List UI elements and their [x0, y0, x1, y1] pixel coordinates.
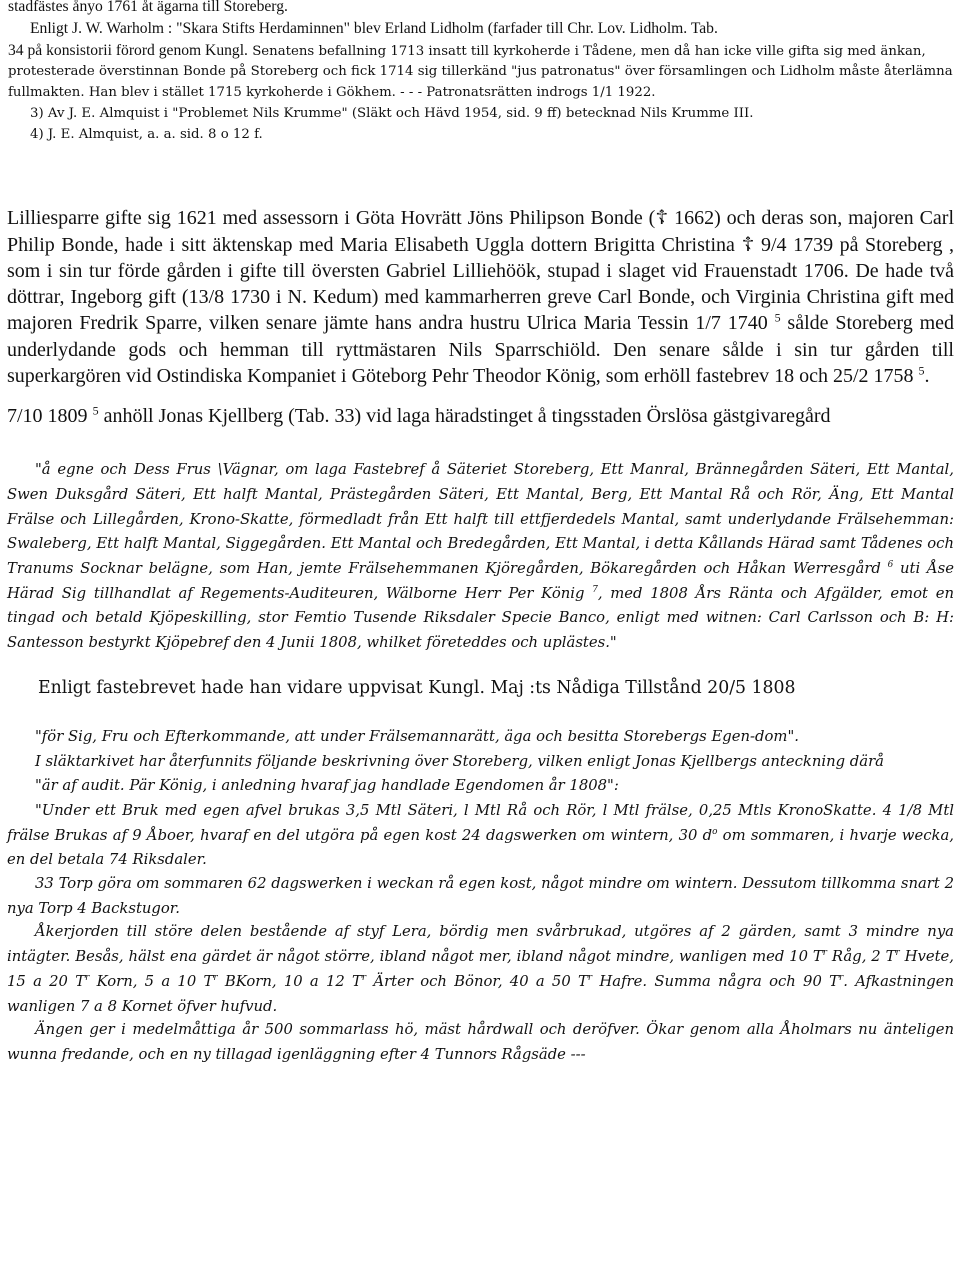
footnote-line: stadfästes ånyo 1761 åt ägarna till Storeberg.	[8, 0, 288, 15]
paragraph-kjellberg: 7/10 1809 $^5$ anhöll Jonas Kjellberg (Tab. 33) vid laga häradstinget å tingsstaden Örslösa gästgivaregård	[7, 403, 831, 427]
quote-line: "Under ett Bruk med egen afvel brukas 3,5 Mtl Säteri, l Mtl Rå och Rör, l Mtl frälse, 0,25 Mtls KronoSkatte. 4 1/8 Mtl frälse Brukas af 9 Åboer, hvaraf en del utgöra på egen kost 24 dagswerken om wintern, 30 $d^o$ om sommaren, i hvarje wecka, en del betala 74 Riksdaler.	[7, 801, 954, 869]
footnote-4: 4) J. E. Almquist, a. a. sid. 8 o 12 f.	[30, 126, 263, 142]
footnote-2: Enligt J. W. Warholm : "Skara Stifts Herdaminnen" blev Erland Lidholm (farfader till Chr. Lov. Lidholm. Tab.	[30, 19, 718, 37]
quote-line: Ängen ger i medelmåttiga år 500 sommarlass hö, mäst hårdwall och deröfver. Ökar genom alla Åholmars nu änteligen wunna fredande, och en ny tillagad igenläggning efter 4 Tunnors Rågsäde ---	[7, 1021, 954, 1063]
cross-icon: ☦	[655, 204, 669, 229]
quote-fastebref: "å egne och Dess Frus \Vägnar, om laga Fastebref å Säteriet Storeberg, Ett Manral, Brännegården Säteri, Ett Mantal, Swen Duksgård Säteri, Ett halft Mantal, Prästegården Säteri, Ett Mantal, Berg, Ett Mantal Rå och Rör, Äng, Ett Mantal Frälse och Lillegården, Krono-Skatte, förmedladt från Ett halft till ettfjerdedels Mantal, samt underlydande Frälsehemman: Swaleberg, Ett halft Mantal, Siggegården. Ett Mantal och Bredegården, Ett Mantal, i detta Kållands Härad samt Tådenes och Tranums Socknar belägne, som Han, jemte Frälsehemmanen Kjöregården, Bökaregården och Håkan Werresgård $^6$ uti Åse Härad Sig tillhandlat af Regements-Auditeuren, Wälborne Herr Per König $^7$, med 1808 Års Ränta och Afgälder, emot en tingad och betald Kjöpeskilling, stor Femtio Tusende Riksdaler Specie Banco, enligt med witnen: Carl Carlsson och B: H: Santesson bestyrkt Kjöpebref den 4 Junii 1808, whilket företeddes och uplästes."	[7, 461, 954, 652]
quote-beskrivning	[0, 725, 960, 1068]
quote-line: 33 Torp göra om sommaren 62 dagswerken i weckan rå egen kost, något mindre om wintern. Dessutom tillkomma snart 2 nya Torp 4 Backstugor.	[7, 875, 954, 917]
footnote-ref: 5	[918, 363, 925, 378]
paragraph-lilliesparre: Lilliesparre gifte sig 1621 med assessorn i Göta Hovrätt Jöns Philipson Bonde (☦ 1662) och deras son, majoren Carl Philip Bonde, hade i sitt äktenskap med Maria Elisabeth Uggla dottern Brigitta Christina ☦ 9/4 1739 på Storeberg , som i sin tur förde gården i gifte till översten Gabriel Lilliehöök, stupad i slaget vid Frauenstadt 1706. De hade två döttrar, Ingeborg gift (13/8 1730 i N. Kedum) med kammarherren greve Carl Bonde, och Virginia Christina gift med majoren Fredrik Sparre, vilken senare jämte hans andra hustru Ulrica Maria Tessin 1/7 1740 $^5$ sålde Storeberg med underlydande gods och hemman till ryttmästaren Nils Sparrschiöld. Den senare sålde i sin tur gården till superkargören vid Ostindiska Kompaniet i Göteborg Pehr Theodor König, som erhöll fastebrev 18 och 25/2 1758 $^5$.	[7, 204, 954, 387]
quote-line: I släktarkivet har återfunnits följande beskrivning över Storeberg, vilken enligt Jonas Kjellbergs anteckning därå	[35, 752, 884, 770]
footnote-ref: 7	[592, 584, 598, 595]
footnotes-block	[0, 0, 960, 146]
paragraph-tillstand: Enligt fastebrevet hade han vidare uppvisat Kungl. Maj :ts Nådiga Tillstånd 20/5 1808	[38, 677, 796, 698]
cross-icon: ☦	[741, 231, 755, 256]
quote-line: Åkerjorden till störe delen bestående af styf Lera, bördig men svårbrukad, utgöres af 2 gärden, samt 3 mindre nya intägter. Besås, hälst ena gärdet är något större, ibland något mer, ibland något mindre, wanligen med 10 $T^r$ Råg, 2 $T^r$ Hvete, 15 a 20 $T^r$ Korn, 5 a 10 $T^r$ BKorn, 10 a 12 $T^r$ Ärter och Bönor, 40 a 50 $T^r$ Hafre. Summa några och 90 $T^r$. Afkastningen wanligen 7 a 8 Kornet öfver hufvud.	[7, 923, 954, 1015]
quote-line: "för Sig, Fru och Efterkommande, att under Frälsemannarätt, äga och besitta Storebergs Egen-dom".	[35, 727, 799, 745]
footnote-3: 3) Av J. E. Almquist i "Problemet Nils Krumme" (Släkt och Hävd 1954, sid. 9 ff) betecknad Nils Krumme III.	[30, 105, 754, 121]
footnote-ref: 5	[774, 310, 781, 325]
quote-line: "är af audit. Pär König, i anledning hvaraf jag handlade Egendomen år 1808":	[35, 777, 619, 795]
footnote-ref: 6	[887, 560, 894, 571]
footnote-2-continued: 34 på konsistorii förord genom Kungl. Senatens befallning 1713 insatt till kyrkoherde i Tådene, men då han icke ville gifta sig med änkan, protesterade överstinnan Bonde på Storeberg och fick 1714 sig tillerkänd "jus patronatus" över församlingen och Lidholm måste återlämna fullmakten. Han blev i stället 1715 kyrkoherde i Gökhem. - - - Patronatsrätten indrogs 1/1 1922.	[8, 41, 953, 101]
footnote-ref: 5	[92, 403, 99, 418]
